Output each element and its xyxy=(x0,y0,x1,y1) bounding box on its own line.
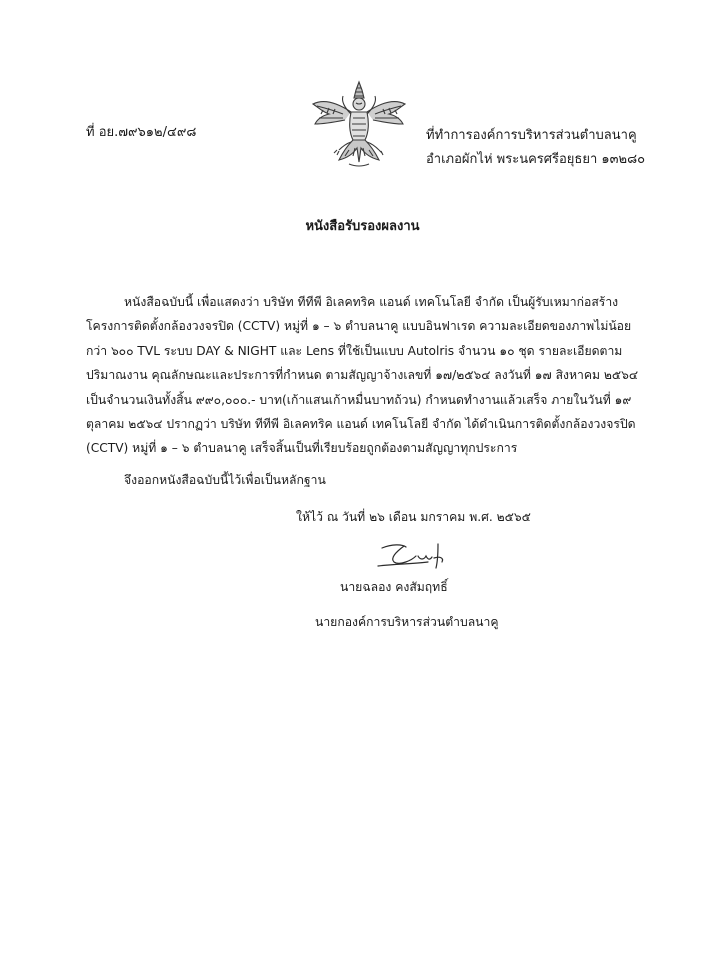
sender-address-line-1: ที่ทำการองค์การบริหารส่วนตำบลนาคู xyxy=(426,128,637,143)
body-line: ปริมาณงาน คุณลักษณะและประการที่กำหนด ตามสัญญาจ้างเลขที่ ๑๗/๒๕๖๔ ลงวันที่ ๑๗ สิงหาคม ๒๕๖๔ xyxy=(86,368,639,383)
signer-name: นายฉลอง คงสัมฤทธิ์ xyxy=(340,580,448,594)
signer-position: นายกองค์การบริหารส่วนตำบลนาคู xyxy=(315,615,499,629)
body-line: กว่า ๖๐๐ TVL ระบบ DAY & NIGHT และ Lens ที่ใช้เป็นแบบ Autolris จำนวน ๑๐ ชุด รายละเอียดตาม xyxy=(86,343,623,358)
issue-date: ให้ไว้ ณ วันที่ ๒๖ เดือน มกราคม พ.ศ. ๒๕๖๕ xyxy=(296,510,531,524)
handwritten-signature xyxy=(368,538,458,574)
document-title: หนังสือรับรองผลงาน xyxy=(305,219,420,234)
body-line: (CCTV) หมู่ที่ ๑ – ๖ ตำบลนาคู เสร็จสิ้นเป็นที่เรียบร้อยถูกต้องตามสัญญาทุกประการ xyxy=(86,441,518,456)
body-paragraph xyxy=(86,290,642,461)
sender-address-line-2: อำเภอผักไห่ พระนครศรีอยุธยา ๑๓๒๘๐ xyxy=(426,152,646,167)
sender-address xyxy=(426,124,645,172)
closing-statement: จึงออกหนังสือฉบับนี้ไว้เพื่อเป็นหลักฐาน xyxy=(124,473,326,487)
reference-number: ที่ อย.๗๙๖๑๒/๔๙๘ xyxy=(86,125,197,140)
body-line: โครงการติดตั้งกล้องวงจรปิด (CCTV) หมู่ที่ ๑ – ๖ ตำบลนาคู แบบอินฟาเรด ความละเอียดของภาพไม่น้อย xyxy=(86,319,632,334)
body-line: ตุลาคม ๒๕๖๔ ปรากฏว่า บริษัท ทีทีพี อิเลคทริค แอนด์ เทคโนโลยี จำกัด ได้ดำเนินการติดตั้งกล้องวงจรปิด xyxy=(86,416,636,431)
body-line: หนังสือฉบับนี้ เพื่อแสดงว่า บริษัท ทีทีพี อิเลคทริค แอนด์ เทคโนโลยี จำกัด เป็นผู้รับเหมาก่อสร้าง xyxy=(124,295,619,309)
body-line: เป็นจำนวนเงินทั้งสิ้น ๙๙๐,๐๐๐.- บาท(เก้าแสนเก้าหมื่นบาทถ้วน) กำหนดทำงานแล้วเสร็จ ภายในวันที่ ๑๙ xyxy=(86,392,632,407)
garuda-emblem-icon xyxy=(309,78,409,170)
